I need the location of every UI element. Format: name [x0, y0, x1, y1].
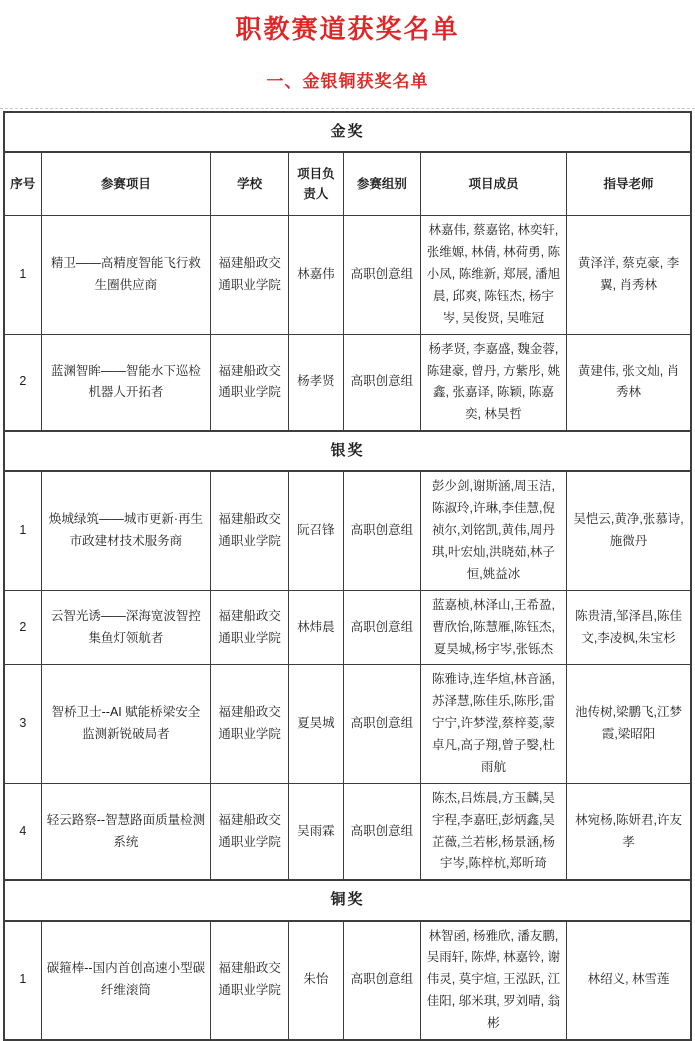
cell-members: 陈杰,吕炼晨,方玉麟,吴宇程,李嘉旺,彭炳鑫,吴芷薇,兰若彬,杨景涵,杨宇岑,陈梓杭,郑昕琦 [420, 783, 566, 880]
column-header: 指导老师 [567, 152, 691, 216]
cell-school: 福建船政交通职业学院 [211, 783, 289, 880]
table-row [4, 590, 691, 665]
cell-school: 福建船政交通职业学院 [211, 665, 289, 783]
cell-advisors: 黄建伟, 张文灿, 肖秀林 [567, 334, 691, 431]
award-section-label: 铜奖 [4, 880, 691, 920]
cell-group: 高职创意组 [343, 921, 420, 1040]
cell-members: 林嘉伟, 蔡嘉铭, 林奕轩, 张维嫄, 林倩, 林荷勇, 陈小凤, 陈维新, 郑展, 潘旭晨, 邱爽, 陈钰杰, 杨宇岑, 吴俊贤, 吴唯冠 [420, 216, 566, 334]
table-row [4, 216, 691, 334]
cell-members: 蓝嘉桢,林泽山,王希盈,曹欣怡,陈慧雁,陈钰杰,夏昊城,杨宇岑,张铄杰 [420, 590, 566, 665]
cell-group: 高职创意组 [343, 471, 420, 590]
cell-no: 2 [4, 590, 41, 665]
cell-group: 高职创意组 [343, 665, 420, 783]
table-row [4, 471, 691, 590]
cell-members: 彭少剑,谢斯涵,周玉洁,陈淑玲,许琳,李佳慧,倪祯尔,刘铭凯,黄伟,周丹琪,叶宏灿,洪晓茹,林子恒,姚益冰 [420, 471, 566, 590]
cell-advisors: 林绍义, 林雪莲 [567, 921, 691, 1040]
cell-group: 高职创意组 [343, 334, 420, 431]
award-section-row [4, 431, 691, 471]
award-section-row [4, 880, 691, 920]
award-section-row [4, 112, 691, 152]
column-header: 序号 [4, 152, 41, 216]
column-header: 学校 [211, 152, 289, 216]
award-section-label: 银奖 [4, 431, 691, 471]
column-header: 项目成员 [420, 152, 566, 216]
cell-leader: 吴雨霖 [288, 783, 343, 880]
award-section-label: 金奖 [4, 112, 691, 152]
cell-group: 高职创意组 [343, 590, 420, 665]
cell-leader: 朱怡 [288, 921, 343, 1040]
table-row [4, 921, 691, 1040]
cell-no: 2 [4, 334, 41, 431]
table-header-row [4, 152, 691, 216]
column-header: 参赛项目 [41, 152, 211, 216]
cell-school: 福建船政交通职业学院 [211, 921, 289, 1040]
cell-project: 蓝渊智眸——智能水下巡检机器人开拓者 [41, 334, 211, 431]
cell-leader: 林嘉伟 [288, 216, 343, 334]
cell-no: 4 [4, 783, 41, 880]
cell-leader: 林炜晨 [288, 590, 343, 665]
cell-advisors: 陈贵清,邹泽昌,陈佳文,李凌枫,朱宝杉 [567, 590, 691, 665]
cell-members: 杨孝贤, 李嘉盛, 魏金蓉, 陈建豪, 曾丹, 方紫彤, 姚鑫, 张嘉译, 陈颖, 陈嘉奕, 林昊哲 [420, 334, 566, 431]
cell-project: 智桥卫士--AI 赋能桥梁安全监测新锐破局者 [41, 665, 211, 783]
cell-project: 精卫——高精度智能飞行救生圈供应商 [41, 216, 211, 334]
cell-school: 福建船政交通职业学院 [211, 590, 289, 665]
divider-dashed-line [0, 108, 695, 109]
cell-advisors: 黄泽洋, 蔡克豪, 李翼, 肖秀林 [567, 216, 691, 334]
cell-no: 1 [4, 216, 41, 334]
cell-members: 林智函, 杨雅欣, 潘友鹏, 吴雨轩, 陈烨, 林嘉铃, 谢伟灵, 莫宇煊, 王泓跃, 江佳阳, 邬米琪, 罗刘晴, 翁彬 [420, 921, 566, 1040]
table-row [4, 665, 691, 783]
awards-table-body [4, 112, 691, 1040]
cell-leader: 夏昊城 [288, 665, 343, 783]
cell-project: 碳箍棒--国内首创高速小型碳纤维滚筒 [41, 921, 211, 1040]
cell-project: 轻云路察--智慧路面质量检测系统 [41, 783, 211, 880]
page-subtitle: 一、金银铜获奖名单 [266, 72, 429, 91]
awards-table [3, 111, 692, 1041]
cell-advisors: 池传树,梁鹏飞,江梦霞,梁昭阳 [567, 665, 691, 783]
cell-school: 福建船政交通职业学院 [211, 334, 289, 431]
cell-advisors: 林宛杨,陈妍君,许友孝 [567, 783, 691, 880]
table-row [4, 334, 691, 431]
cell-project: 云智光诱——深海宽波智控集鱼灯领航者 [41, 590, 211, 665]
column-header: 项目负责人 [288, 152, 343, 216]
cell-leader: 阮召锋 [288, 471, 343, 590]
cell-no: 1 [4, 921, 41, 1040]
cell-school: 福建船政交通职业学院 [211, 216, 289, 334]
cell-group: 高职创意组 [343, 783, 420, 880]
page-title: 职教赛道获奖名单 [235, 14, 460, 44]
column-header: 参赛组别 [343, 152, 420, 216]
cell-members: 陈雅诗,连华煊,林音涵,苏泽慧,陈佳乐,陈彤,雷宁宁,许梦滢,蔡梓菱,蒙卓凡,高子翔,曾子嫛,杜雨航 [420, 665, 566, 783]
cell-school: 福建船政交通职业学院 [211, 471, 289, 590]
cell-no: 3 [4, 665, 41, 783]
cell-group: 高职创意组 [343, 216, 420, 334]
cell-advisors: 吴恺云,黄净,张慕诗,施微丹 [567, 471, 691, 590]
document-page [0, 9, 695, 1030]
cell-no: 1 [4, 471, 41, 590]
table-row [4, 783, 691, 880]
cell-leader: 杨孝贤 [288, 334, 343, 431]
cell-project: 焕城绿筑——城市更新·再生市政建材技术服务商 [41, 471, 211, 590]
